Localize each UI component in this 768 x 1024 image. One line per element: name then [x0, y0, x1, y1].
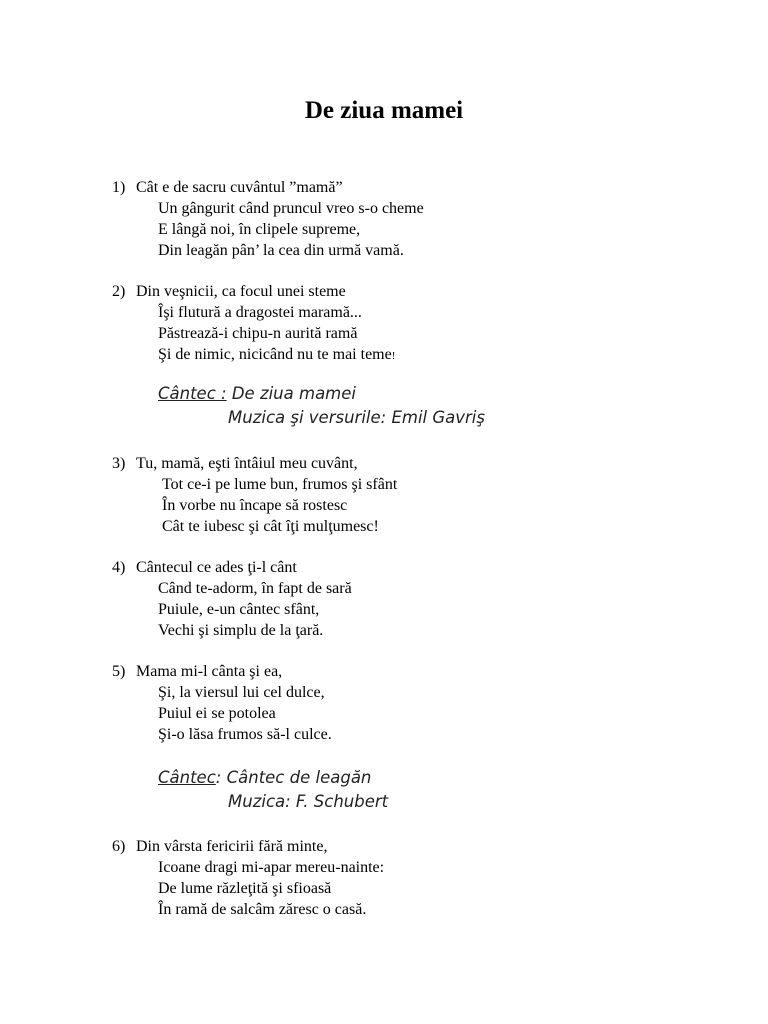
stanza-line: [112, 661, 332, 682]
stanza-number: 3): [112, 455, 126, 472]
stanza-number: 2): [112, 283, 126, 300]
song-reference-2: [158, 766, 388, 814]
stanza-4: [112, 557, 352, 641]
stanza-line: Şi-o lăsa frumos să-l culce.: [158, 726, 332, 743]
verse-text: Din vârsta fericirii fără minte,: [136, 838, 328, 855]
verse-text: Cântecul ce ades ţi-l cânt: [136, 559, 297, 576]
stanza-2: [112, 281, 395, 365]
stanza-line: [112, 281, 395, 302]
song-credits: Muzica şi versurile: Emil Gavriş: [228, 408, 485, 427]
stanza-6: [112, 836, 384, 920]
song-name: : Cântec de leagăn: [215, 768, 372, 787]
stanza-line: [112, 453, 397, 474]
stanza-line: Vechi şi simplu de la ţară.: [158, 622, 324, 639]
verse-text: Tu, mamă, eşti întâiul meu cuvânt,: [136, 455, 358, 472]
stanza-line: În vorbe nu încape să rostesc: [162, 497, 348, 514]
stanza-line: [112, 344, 395, 365]
stanza-line: [112, 557, 352, 578]
stanza-line: [112, 177, 424, 198]
stanza-line: Tot ce-i pe lume bun, frumos şi sfânt: [162, 476, 398, 493]
song-name: De ziua mamei: [226, 384, 356, 403]
verse-text: Mama mi-l cânta şi ea,: [136, 663, 283, 680]
stanza-line: Un gângurit când pruncul vreo s-o cheme: [158, 200, 424, 217]
stanza-line: [112, 836, 384, 857]
stanza-line: Puiul ei se potolea: [158, 705, 276, 722]
stanza-line: Icoane dragi mi-apar mereu-nainte:: [158, 859, 385, 876]
stanza-line: Păstrează-i chipu-n aurită ramă: [158, 325, 358, 342]
verse-text: Din veşnicii, ca focul unei steme: [136, 283, 346, 300]
song-credits: Muzica: F. Schubert: [228, 792, 389, 811]
song-reference-1: [158, 382, 485, 430]
stanza-line: Când te-adorm, în fapt de sară: [158, 580, 352, 597]
stanza-line: În ramă de salcâm zăresc o casă.: [158, 901, 367, 918]
stanza-line: De lume răzleţită şi sfioasă: [158, 880, 332, 897]
stanza-number: 4): [112, 559, 126, 576]
stanza-line: Din leagăn pân’ la cea din urmă vamă.: [158, 242, 404, 259]
stanza-line: Şi, la viersul lui cel dulce,: [158, 684, 325, 701]
stanza-line: E lângă noi, în clipele supreme,: [158, 221, 361, 238]
stanza-1: [112, 177, 424, 261]
stanza-line: Îşi flutură a dragostei maramă...: [158, 304, 362, 321]
page-title: De ziua mamei: [304, 97, 464, 124]
stanza-number: 1): [112, 179, 126, 196]
verse-text: Şi de nimic, nicicând nu te mai teme: [158, 346, 392, 363]
song-title-line: [158, 382, 485, 406]
stanza-line: Cât te iubesc şi cât îţi mulţumesc!: [162, 518, 379, 535]
exclamation-mark: !: [391, 350, 396, 362]
stanza-number: 5): [112, 663, 126, 680]
song-title-line: [158, 766, 388, 790]
song-label: Cântec: [158, 768, 216, 787]
verse-text: Cât e de sacru cuvântul ”mamă”: [136, 179, 343, 196]
stanza-line: Puiule, e-un cântec sfânt,: [158, 601, 320, 618]
song-label: Cântec :: [158, 384, 227, 403]
stanza-number: 6): [112, 838, 126, 855]
stanza-5: [112, 661, 332, 745]
stanza-3: [112, 453, 397, 537]
